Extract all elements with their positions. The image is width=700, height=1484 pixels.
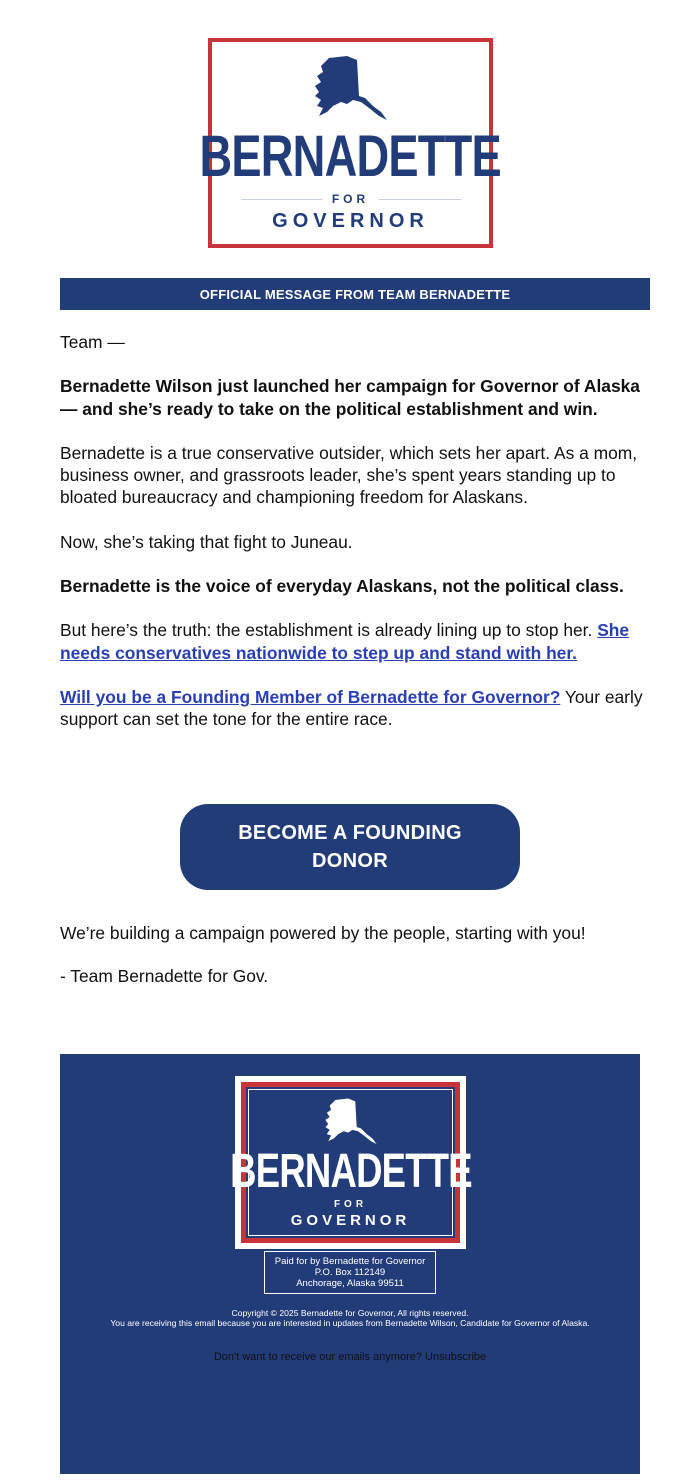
founding-text: Your early support can set the tone for the entire race. bbox=[60, 686, 643, 730]
footer-logo-office: GOVERNOR bbox=[290, 1212, 411, 1229]
paragraph-outsider: Bernadette is a true conservative outsider, which sets her apart. As a mom, business owner, and grassroots leader, she’s spent years standing up to bloated bureaucracy and championing freedom for Alaskans. bbox=[60, 442, 638, 508]
footer-logo-for: FOR bbox=[333, 1199, 368, 1210]
paragraph-founding bbox=[60, 686, 645, 731]
email-body bbox=[60, 331, 645, 753]
founding-member-link[interactable]: Will you be a Founding Member of Bernadette for Governor? bbox=[60, 686, 561, 707]
truth-text: But here’s the truth: the establishment is already lining up to stop her. bbox=[60, 620, 593, 641]
paid-line-2: P.O. Box 112149 bbox=[314, 1267, 386, 1278]
closing-section bbox=[60, 922, 645, 1008]
unsubscribe-link[interactable]: Unsubscribe bbox=[425, 1351, 487, 1363]
logo-candidate-name: BERNADETTE bbox=[199, 124, 502, 189]
stand-with-her-link[interactable]: She needs conservatives nationwide to step up and stand with her. bbox=[60, 620, 630, 663]
signoff: - Team Bernadette for Gov. bbox=[60, 966, 269, 986]
unsubscribe-line bbox=[60, 1351, 640, 1363]
footer-logo bbox=[229, 1076, 472, 1249]
footer-logo-name: BERNADETTE bbox=[229, 1145, 472, 1198]
official-message-banner: OFFICIAL MESSAGE FROM TEAM BERNADETTE bbox=[60, 278, 650, 310]
email-footer bbox=[60, 1054, 640, 1474]
become-founding-donor-button[interactable]: BECOME A FOUNDING DONOR bbox=[180, 804, 520, 890]
paid-line-1: Paid for by Bernadette for Governor bbox=[274, 1256, 426, 1267]
copyright-block bbox=[60, 1308, 640, 1328]
intro-paragraph: Bernadette Wilson just launched her campaign for Governor of Alaska — and she’s ready to take on the political establishment and win. bbox=[60, 376, 640, 419]
alaska-map-icon bbox=[324, 1097, 378, 1147]
paid-for-disclaimer bbox=[264, 1251, 436, 1294]
paragraph-juneau: Now, she’s taking that fight to Juneau. bbox=[60, 531, 353, 552]
subscription-reason: You are receiving this email because you are interested in updates from Bernadette Wilson, Candidate for Governor of Alaska. bbox=[110, 1318, 590, 1328]
logo-for: FOR bbox=[331, 192, 370, 206]
paid-line-3: Anchorage, Alaska 99511 bbox=[296, 1278, 404, 1289]
paragraph-voice: Bernadette is the voice of everyday Alaskans, not the political class. bbox=[60, 576, 624, 597]
alaska-map-icon bbox=[313, 56, 389, 122]
paragraph-truth bbox=[60, 619, 645, 664]
logo-divider bbox=[241, 192, 461, 206]
closing-line: We’re building a campaign powered by the people, starting with you! bbox=[60, 923, 586, 943]
copyright: Copyright © 2025 Bernadette for Governor, All rights reserved. bbox=[231, 1308, 469, 1318]
logo-office: GOVERNOR bbox=[272, 210, 429, 232]
greeting: Team — bbox=[60, 332, 125, 352]
campaign-logo bbox=[199, 38, 502, 248]
unsubscribe-text: Don't want to receive our emails anymore? bbox=[213, 1351, 422, 1363]
